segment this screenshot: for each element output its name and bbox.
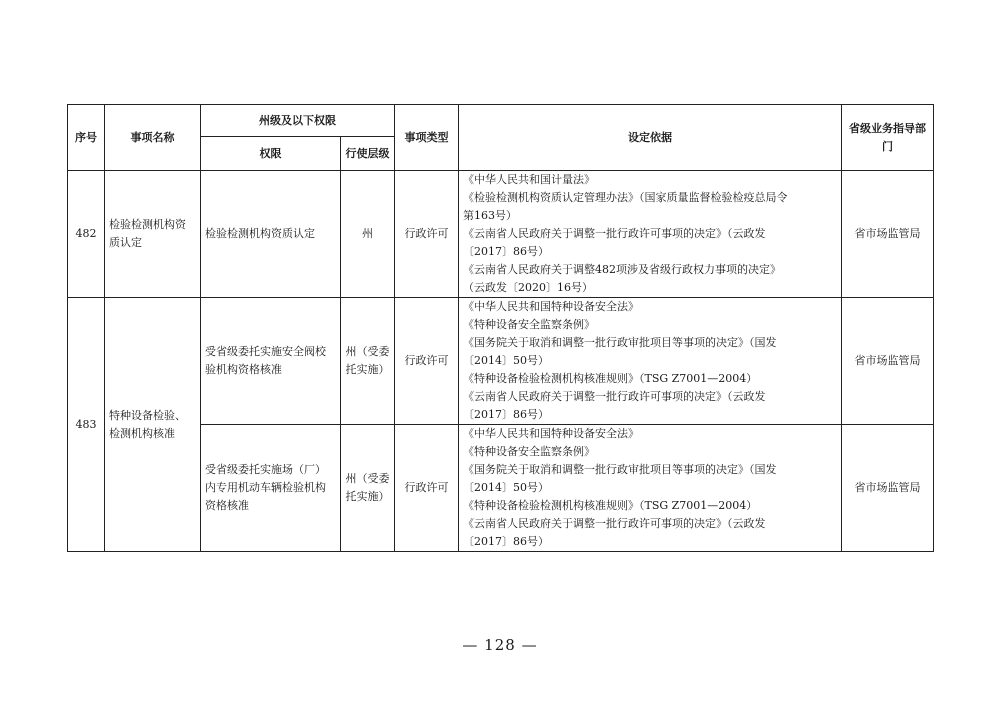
basis-line: 〔2017〕86号） bbox=[463, 535, 549, 548]
basis-line: （云政发〔2020〕16号） bbox=[463, 281, 593, 294]
row-dept: 省市场监管局 bbox=[842, 171, 934, 298]
row-name: 检验检测机构资质认定 bbox=[105, 171, 201, 298]
basis-line: 第163号） bbox=[463, 209, 517, 222]
row-seq: 482 bbox=[68, 171, 105, 298]
basis-line: 〔2014〕50号） bbox=[463, 354, 549, 367]
table-row bbox=[68, 171, 934, 298]
basis-line: 《检验检测机构资质认定管理办法》（国家质量监督检验检疫总局令 bbox=[463, 191, 788, 204]
row-authority: 受省级委托实施场（厂）内专用机动车辆检验机构资格核准 bbox=[201, 425, 341, 552]
basis-line: 《云南省人民政府关于调整一批行政许可事项的决定》（云政发 bbox=[463, 390, 766, 403]
basis-line: 《国务院关于取消和调整一批行政审批项目等事项的决定》（国发 bbox=[463, 463, 777, 476]
row-type: 行政许可 bbox=[395, 171, 459, 298]
basis-line: 《中华人民共和国特种设备安全法》 bbox=[463, 427, 639, 440]
row-basis bbox=[459, 171, 842, 298]
basis-line: 《特种设备安全监察条例》 bbox=[463, 318, 595, 331]
row-level: 州 bbox=[341, 171, 395, 298]
basis-line: 《特种设备安全监察条例》 bbox=[463, 445, 595, 458]
row-name: 特种设备检验、检测机构核准 bbox=[105, 298, 201, 552]
row-dept: 省市场监管局 bbox=[842, 298, 934, 425]
header-level: 行使层级 bbox=[341, 137, 395, 171]
basis-line: 〔2017〕86号） bbox=[463, 245, 549, 258]
row-basis bbox=[459, 425, 842, 552]
row-level: 州（受委托实施） bbox=[341, 425, 395, 552]
row-authority: 受省级委托实施安全阀校验机构资格核准 bbox=[201, 298, 341, 425]
basis-line: 《云南省人民政府关于调整一批行政许可事项的决定》（云政发 bbox=[463, 517, 766, 530]
basis-line: 《特种设备检验检测机构核准规则》（TSG Z7001—2004） bbox=[463, 372, 758, 385]
row-seq: 483 bbox=[68, 298, 105, 552]
basis-line: 《云南省人民政府关于调整一批行政许可事项的决定》（云政发 bbox=[463, 227, 766, 240]
basis-line: 《中华人民共和国计量法》 bbox=[463, 173, 595, 186]
basis-line: 《国务院关于取消和调整一批行政审批项目等事项的决定》（国发 bbox=[463, 336, 777, 349]
row-dept: 省市场监管局 bbox=[842, 425, 934, 552]
permissions-table bbox=[67, 104, 934, 552]
basis-line: 《云南省人民政府关于调整482项涉及省级行政权力事项的决定》 bbox=[463, 263, 781, 276]
header-authority: 权限 bbox=[201, 137, 341, 171]
basis-line: 〔2014〕50号） bbox=[463, 481, 549, 494]
basis-line: 〔2017〕86号） bbox=[463, 408, 549, 421]
header-type: 事项类型 bbox=[395, 105, 459, 171]
row-level: 州（受委托实施） bbox=[341, 298, 395, 425]
table-row bbox=[68, 298, 934, 425]
row-type: 行政许可 bbox=[395, 425, 459, 552]
header-dept: 省级业务指导部门 bbox=[842, 105, 934, 171]
header-seq: 序号 bbox=[68, 105, 105, 171]
basis-line: 《中华人民共和国特种设备安全法》 bbox=[463, 300, 639, 313]
row-authority: 检验检测机构资质认定 bbox=[201, 171, 341, 298]
page-number: — 128 — bbox=[462, 636, 538, 654]
header-basis: 设定依据 bbox=[459, 105, 842, 171]
basis-line: 《特种设备检验检测机构核准规则》（TSG Z7001—2004） bbox=[463, 499, 758, 512]
row-basis bbox=[459, 298, 842, 425]
header-scope: 州级及以下权限 bbox=[201, 105, 395, 137]
row-type: 行政许可 bbox=[395, 298, 459, 425]
header-name: 事项名称 bbox=[105, 105, 201, 171]
